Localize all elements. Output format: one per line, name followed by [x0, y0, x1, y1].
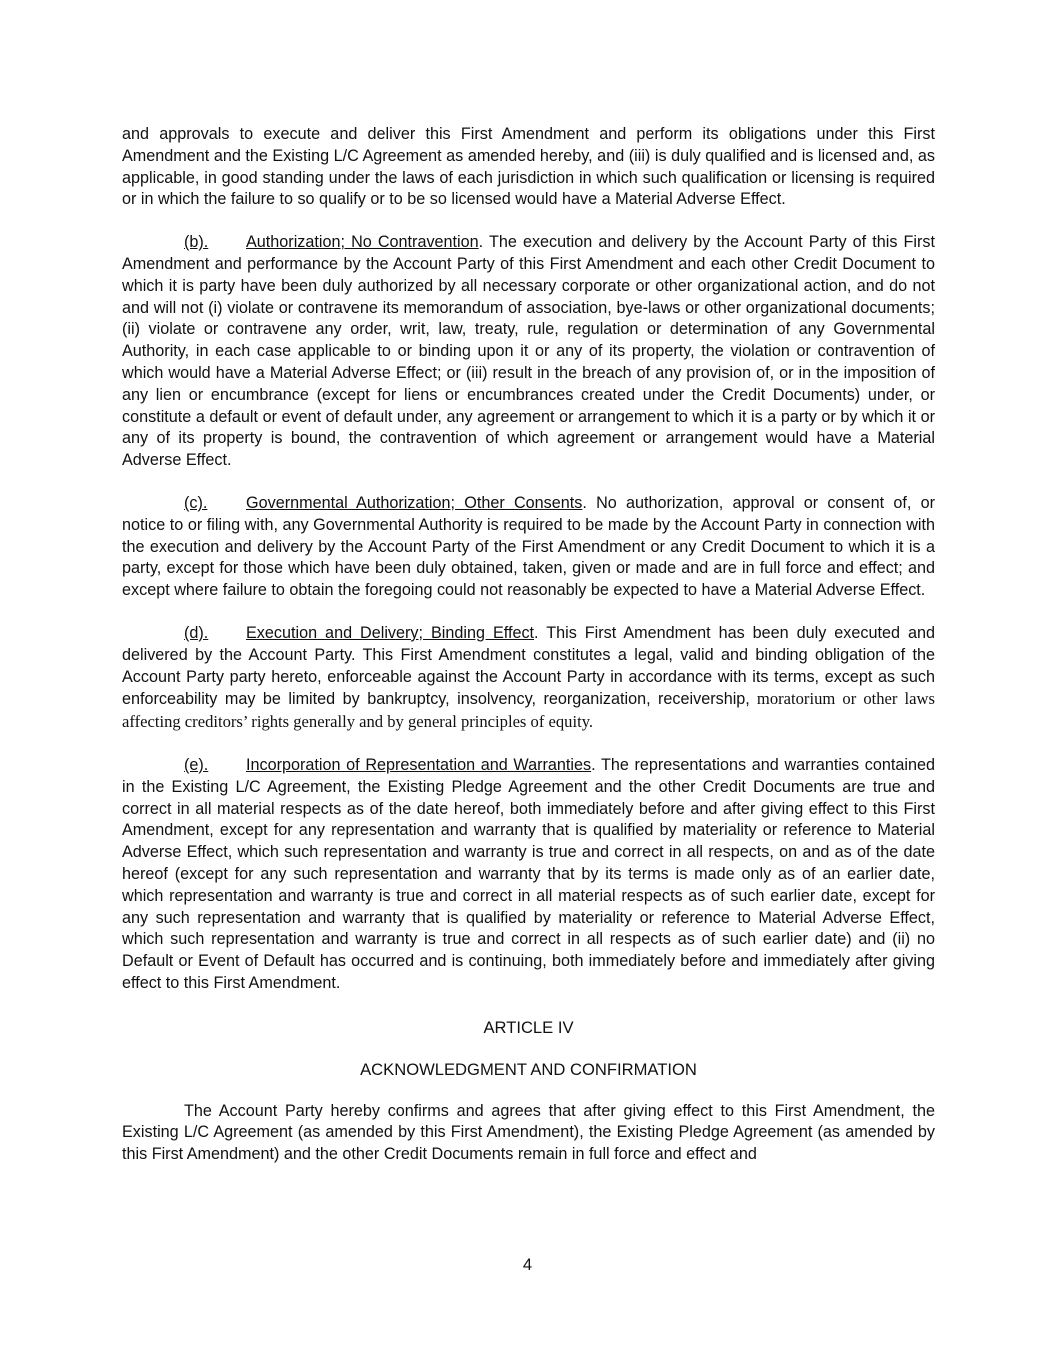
section-number: (d). [184, 623, 209, 642]
section-b [122, 232, 935, 472]
section-body: . The representations and warranties contained in the Existing L/C Agreement, the Existing Pledge Agreement and the other Credit Documents are true and correct in all material respects as of the date hereof, both immediately before and after giving effect to this First Amendment, except for any representation and warranty that is qualified by materiality or reference to Material Adverse Effect, which such representation and warranty is true and correct in all respects, on and as of the date hereof (except for any such representation and warranty that by its terms is made only as of an earlier date, which representation and warranty is true and correct in all material respects as of such earlier date, except for any such representation and warranty that is qualified by materiality or reference to Material Adverse Effect, which such representation and warranty is true and correct in all respects as of such earlier date) and (ii) no Default or Event of Default has occurred and is continuing, both immediately before and immediately after giving effect to this First Amendment. [122, 755, 935, 992]
document-body [122, 124, 935, 1166]
section-number: (e). [184, 755, 209, 774]
section-number: (b). [184, 233, 209, 252]
section-e [122, 755, 935, 995]
section-body: . This First Amendment has been duly executed and delivered by the Account Party. This First Amendment constitutes a legal, valid and binding obligation of the Account Party party hereto, enforceable against the Account Party in accordance with its terms, except as such enforceability may be limited by bankruptcy, insolvency, reorganization, receivership, [122, 623, 935, 709]
section-heading: Governmental Authorization; Other Consents [246, 493, 583, 512]
section-heading: Authorization; No Contravention [246, 233, 479, 252]
article-subtitle: ACKNOWLEDGMENT AND CONFIRMATION [360, 1059, 697, 1079]
section-c [122, 493, 935, 602]
page-number: 4 [522, 1255, 533, 1274]
section-number: (c). [184, 493, 208, 512]
section-body: . The execution and delivery by the Account Party of this First Amendment and performance by the Account Party of this First Amendment and each other Credit Document to which it is party have been duly authorized by all necessary corporate or other organizational action, and do not and will not (i) violate or contravene its memorandum of association, bye-laws or other organizational documents; (ii) violate or contravene any order, writ, law, treaty, rule, regulation or determination of any Governmental Authority, in each case applicable to or binding upon it or any of its property, the violation or contravention of which would have a Material Adverse Effect; or (iii) result in the breach of any provision of, or in the imposition of any lien or encumbrance (except for liens or encumbrances created under the Credit Documents) under, or constitute a default or event of default under, any agreement or arrangement to which it is a party or by which it or any of its property is bound, the contravention of which agreement or arrangement would have a Material Adverse Effect. [122, 233, 935, 470]
intro-paragraph: and approvals to execute and deliver this First Amendment and perform its obligations under this First Amendment and the Existing L/C Agreement as amended hereby, and (iii) is duly qualified and is licensed and, as applicable, in good standing under the laws of each jurisdiction in which such qualification or licensing is required or in which the failure to so qualify or to be so licensed would have a Material Adverse Effect. [122, 125, 935, 209]
section-body: . No authorization, approval or consent of, or notice to or filing with, any Governmental Authority is required to be made by the Account Party in connection with the execution and delivery by the Account Party of the First Amendment or any Credit Document to which it is a party, except for those which have been duly obtained, taken, given or made and are in full force and effect; and except where failure to obtain the foregoing could not reasonably be expected to have a Material Adverse Effect. [122, 493, 936, 600]
section-heading: Execution and Delivery; Binding Effect [246, 623, 535, 642]
article-title: ARTICLE IV [483, 1017, 574, 1037]
section-heading: Incorporation of Representation and Warranties [246, 755, 592, 774]
section-body-tail: moratorium or other laws affecting creditors’ rights generally and by general principles of equity. [122, 689, 935, 732]
section-d [122, 623, 935, 734]
closing-paragraph: The Account Party hereby confirms and agrees that after giving effect to this First Amendment, the Existing L/C Agreement (as amended by this First Amendment), the Existing Pledge Agreement (as amended by this First Amendment) and the other Credit Documents remain in full force and effect and [122, 1101, 935, 1164]
